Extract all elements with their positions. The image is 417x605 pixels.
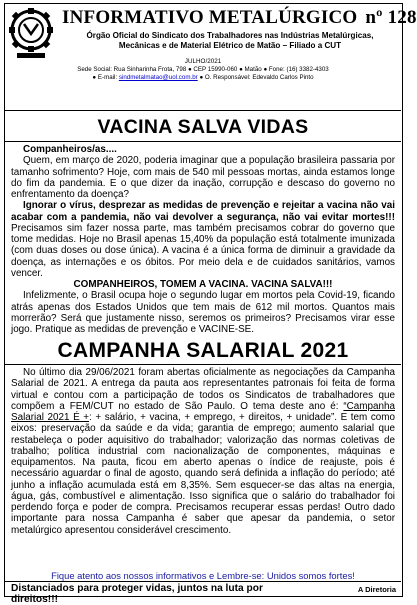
paragraph-vacina-2-rest: Precisamos sim fazer nossa parte, mas também precisamos cobrar do governo que tome medidas. Hoje no Brasil apenas 15,40% da população está totalmente imunizada (com duas doses ou dose única). A vacina é a única forma de diminuir a gravidade da doença, as internações e os óbitos. Por meio dela e de cuidados sanitários, vamos vencer. — [11, 222, 395, 279]
section-body-campanha — [11, 367, 395, 536]
paragraph-campanha-body: : + salário, + vacina, + emprego, + direitos, + unidade”. E tem como eixos: preservação da saúde e da vida; garantia de emprego; aumento salarial que restabeleça o poder aquisitivo do trabalhador; valorização das normas coletivas de trabalho; política industrial com nacionalização de componentes, máquinas e equipamentos. Na pauta, ficou em aberto apenas o índice de reajuste, pois é necessário aguardar o final de agosto, quando será definida a inflação do período; até junho a inflação acumulada está em 8,35%. Sem esquecer-se das altas na energia, água, gás, combustível e alimentação. Isso significa que o salário do trabalhador foi perdendo força e poder de compra. Precisamos recuperar essas perdas! Outro dado importante para nossa Campanha é saber que apesar da pandemia, o setor metalúrgico apresentou considerável crescimento. — [11, 412, 395, 536]
contact-line — [5, 74, 401, 81]
newsletter-header — [5, 4, 417, 111]
newsletter-name: INFORMATIVO METALÚRGICO — [62, 7, 358, 28]
paragraph-vacina-2 — [11, 200, 395, 279]
salutation: Companheiros/as.... — [23, 144, 117, 155]
email-link[interactable]: sindmetalmatao@uol.com.br — [118, 74, 198, 81]
issue-number: nº 128 — [365, 7, 417, 28]
section-body-vacina — [11, 144, 395, 335]
org-line-2: Mecânicas e de Material Elétrico de Matão – Filiado a CUT — [118, 41, 342, 50]
section-title-vacina: VACINA SALVA VIDAS — [5, 116, 401, 142]
newsletter-page — [4, 3, 417, 605]
paragraph-vacina-1: Quem, em março de 2020, poderia imaginar que a população brasileira passaria por tamanho sofrimento? Hoje, com mais de 540 mil pessoas mortas, ainda estamos longe do fim da pandemia. E o que dizer da inação, corrupção e descaso do governo no enfrentamento da doença? — [11, 155, 395, 200]
union-gear-logo-icon — [9, 8, 53, 60]
issue-date: JULHO/2021 — [184, 58, 222, 65]
org-line-1: Órgão Oficial do Sindicato dos Trabalhadores nas Indústrias Metalúrgicas, — [86, 31, 374, 40]
paragraph-campanha-intro: No último dia 29/06/2021 foram abertas oficialmente as negociações da Campanha Salarial de 2021. A entrega da pauta aos representantes patronais foi feita de forma virtual e contou com a participação de todos os Sindicatos de trabalhadores que compõem a FEM/CUT no estado de São Paulo. O tema deste ano é: — [11, 367, 395, 412]
organization-description — [61, 31, 399, 51]
responsible-officer: ● O. Responsável: Edevaldo Carlos Pinto — [197, 74, 314, 81]
paragraph-vacina-3: Infelizmente, o Brasil ocupa hoje o segundo lugar em mortos pela Covid-19, ficando atrás apenas dos Estados Unidos que tem mais de 612 mil mortos. Quantos mais morrerão? Será que justamente nisso, seremos os primeiros? Precisamos virar esse jogo. Pratique as medidas de prevenção e VACINE-SE. — [11, 290, 395, 335]
vaccine-slogan: COMPANHEIROS, TOMEM A VACINA. VACINA SALVA!!! — [73, 279, 333, 290]
call-to-action: Fique atento aos nossos informativos e Lembre-se: Unidos somos fortes! — [51, 570, 355, 581]
bold-statement: Ignorar o vírus, desprezar as medidas de prevenção e rejeitar a vacina não vai acabar com a pandemia, não vai devolver a segurança, não vai evitar mortes!!! — [11, 200, 395, 223]
section-title-campanha: CAMPANHA SALARIAL 2021 — [5, 340, 401, 365]
closing-statement: Distanciados para proteger vidas, juntos na luta por direitos!!! — [11, 583, 263, 605]
campaign-theme: “Campanha Salarial 2021 É + — [11, 400, 395, 423]
union-address: Sede Social: Rua Sinharinha Frota, 798 ● CEP 15990-060 ● Matão ● Fone: (16) 3382-4303 — [77, 66, 329, 73]
masthead-title — [62, 7, 417, 29]
author-signature: A Diretoria — [357, 585, 396, 594]
paragraph-campanha-1 — [11, 367, 395, 536]
email-prefix: ● E-mail: — [92, 74, 119, 81]
